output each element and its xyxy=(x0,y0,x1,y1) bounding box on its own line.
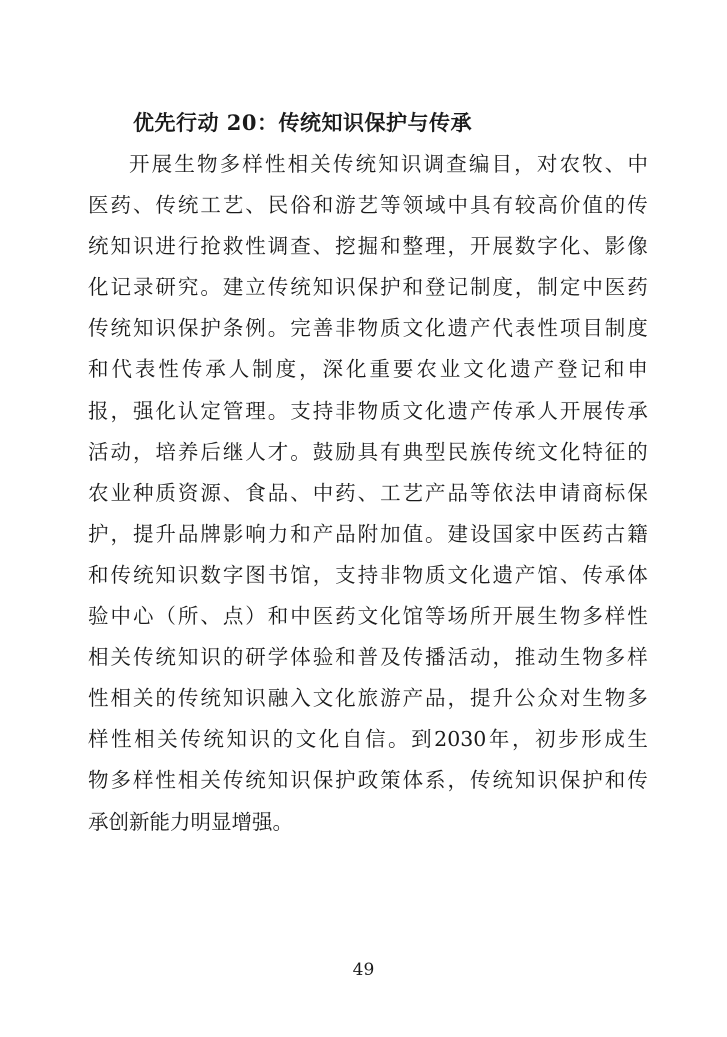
paragraph-line: 样 性 相 关 传 统 知 识 的 文 化 自 信 。 到 2030 年 ， 初 步 形 成 生 xyxy=(88,727,648,752)
paragraph-line: 承创新能力明显增强。 xyxy=(88,809,293,834)
page-number: 49 xyxy=(352,960,375,980)
paragraph-line: 开 展 生 物 多 样 性 相 关 传 统 知 识 调 查 编 目 ， 对 农 牧 、 中 xyxy=(129,152,648,176)
paragraph-line: 农 业 种 质 资 源 、 食 品 、 中 药 、 工 艺 产 品 等 依 法 申 请 商 标 保 xyxy=(88,480,648,505)
paragraph-body xyxy=(88,144,648,843)
paragraph-line: 相 关 传 统 知 识 的 研 学 体 验 和 普 及 传 播 活 动 ， 推 动 生 物 多 样 xyxy=(88,645,648,670)
paragraph-line: 护 ， 提 升 品 牌 影 响 力 和 产 品 附 加 值 。 建 设 国 家 中 医 药 古 籍 xyxy=(88,521,648,546)
paragraph-line: 报 ， 强 化 认 定 管 理 。 支 持 非 物 质 文 化 遗 产 传 承 人 开 展 传 承 xyxy=(88,398,648,423)
paragraph-line: 性 相 关 的 传 统 知 识 融 入 文 化 旅 游 产 品 ， 提 升 公 众 对 生 物 多 xyxy=(88,686,648,711)
section-heading: 优先行动 20：传统知识保护与传承 xyxy=(133,110,473,135)
paragraph-line: 传 统 知 识 保 护 条 例 。 完 善 非 物 质 文 化 遗 产 代 表 性 项 目 制 度 xyxy=(88,316,648,341)
paragraph-line: 医 药 、 传 统 工 艺 、 民 俗 和 游 艺 等 领 域 中 具 有 较 高 价 值 的 传 xyxy=(88,193,648,218)
paragraph-line: 统 知 识 进 行 抢 救 性 调 查 、 挖 掘 和 整 理 ， 开 展 数 字 化 、 影 像 xyxy=(88,234,648,259)
paragraph-line: 活 动 ， 培 养 后 继 人 才 。 鼓 励 具 有 典 型 民 族 传 统 文 化 特 征 的 xyxy=(88,439,648,464)
paragraph-line: 和 代 表 性 传 承 人 制 度 ， 深 化 重 要 农 业 文 化 遗 产 登 记 和 申 xyxy=(88,357,648,382)
paragraph-line: 物 多 样 性 相 关 传 统 知 识 保 护 政 策 体 系 ， 传 统 知 识 保 护 和 传 xyxy=(88,768,648,793)
paragraph-line: 化 记 录 研 究 。 建 立 传 统 知 识 保 护 和 登 记 制 度 ， 制 定 中 医 药 xyxy=(88,275,648,300)
paragraph-line: 和 传 统 知 识 数 字 图 书 馆 ， 支 持 非 物 质 文 化 遗 产 馆 、 传 承 体 xyxy=(88,562,648,587)
paragraph-line: 验 中 心 （ 所 、 点 ） 和 中 医 药 文 化 馆 等 场 所 开 展 生 物 多 样 性 xyxy=(88,604,648,629)
